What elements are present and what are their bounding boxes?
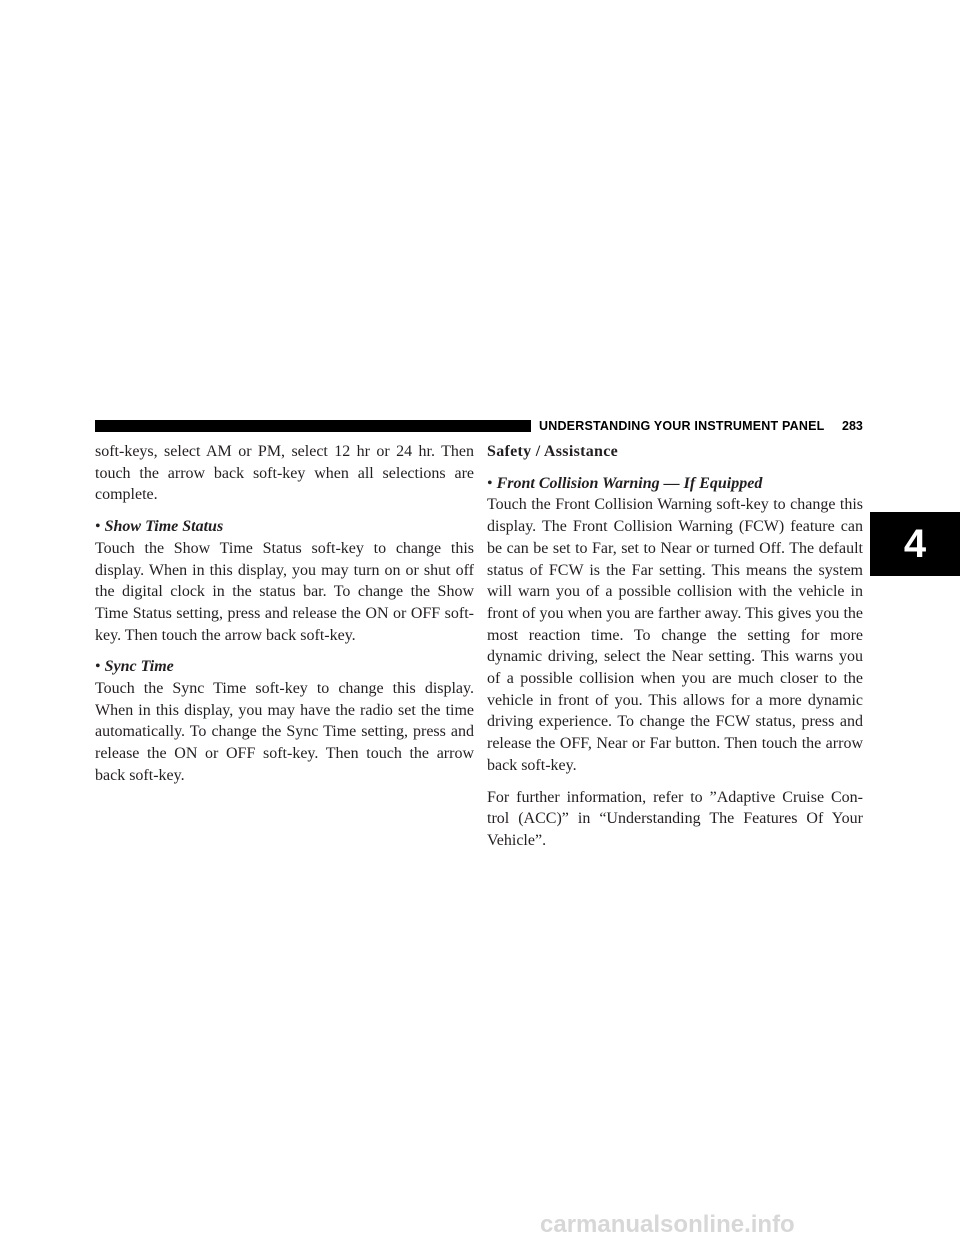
- left-column: [95, 441, 474, 787]
- watermark: carmanualsonline.info: [540, 1211, 795, 1238]
- bullet-icon: •: [95, 658, 101, 676]
- paragraph-show-time-status: Touch the Show Time Status soft-key to change this display. When in this display, you may turn on or shut off the digital clock in the status bar. To change the Show Time Status setting, press and release the ON or OFF soft-key. Then touch the arrow back soft-key.: [95, 539, 474, 644]
- header-rule: [95, 420, 531, 432]
- right-column: [487, 441, 863, 852]
- bullet-front-collision-warning: [487, 473, 863, 495]
- paragraph-further-information: For further information, refer to ”Adaptive Cruise Con-trol (ACC)” in “Understanding The Features Of Your Vehicle”.: [487, 788, 863, 849]
- bullet-title: Show Time Status: [104, 518, 224, 536]
- bullet-title: Front Collision Warning — If Equipped: [496, 474, 763, 492]
- running-header-title: UNDERSTANDING YOUR INSTRUMENT PANEL: [539, 419, 825, 433]
- paragraph-sync-time: Touch the Sync Time soft-key to change this display. When in this display, you may have the radio set the time automatically. To change the Sync Time setting, press and release the ON or OFF soft-key. Then touch the arrow back soft-key.: [95, 680, 474, 784]
- bullet-show-time-status: [95, 516, 474, 538]
- bullet-icon: •: [95, 518, 101, 536]
- section-title-safety-assistance: Safety / Assistance: [487, 443, 619, 460]
- bullet-icon: •: [487, 474, 493, 492]
- paragraph-front-collision-warning: Touch the Front Collision Warning soft-key to change this display. The Front Collision Warning (FCW) feature can be can be set to Far, set to Near or turned Off. The default status of FCW is the Far setting. This means the system will warn you of a possible collision with the vehicle in front of you when you are farther away. This gives you the most reaction time. To change the setting for more dynamic driving, select the Near setting. This warns you of a possible collision when you are much closer to the vehicle in front of you. This allows for a more dynamic driving experience. To change the FCW status, press and release the OFF, Near or Far button. Then touch the arrow back soft-key.: [487, 496, 863, 774]
- bullet-sync-time: [95, 656, 474, 678]
- bullet-title: Sync Time: [104, 658, 174, 676]
- page-number: 283: [842, 419, 863, 433]
- paragraph-soft-keys: soft-keys, select AM or PM, select 12 hr or 24 hr. Then touch the arrow back soft-key when all selections are complete.: [95, 443, 474, 504]
- chapter-tab: 4: [870, 512, 960, 576]
